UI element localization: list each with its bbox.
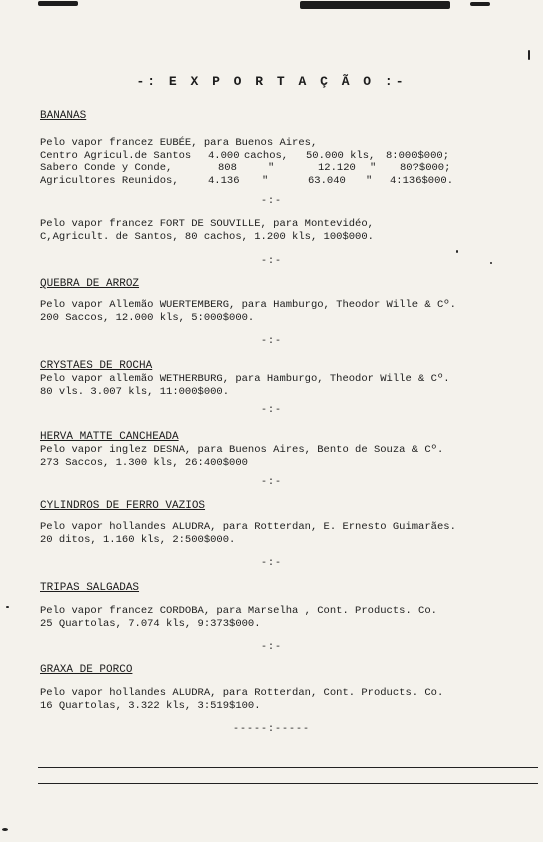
text-line: 80 vls. 3.007 kls, 11:000$000. bbox=[40, 385, 230, 398]
separator: -:- bbox=[260, 558, 282, 569]
text-line: 20 ditos, 1.160 kls, 2:500$000. bbox=[40, 533, 236, 546]
table-row bbox=[40, 150, 535, 163]
text-line: 273 Saccos, 1.300 kls, 26:400$000 bbox=[40, 456, 248, 469]
cell-weight: 50.000 kls, bbox=[306, 149, 376, 162]
section-bananas bbox=[40, 110, 535, 187]
section-heading: HERVA MATTE CANCHEADA bbox=[40, 431, 179, 443]
text-line: Pelo vapor francez CORDOBA, para Marselha , Cont. Products. Co. bbox=[40, 605, 437, 617]
divider-line bbox=[38, 783, 538, 784]
section-tripas bbox=[40, 582, 535, 630]
separator: -:- bbox=[260, 405, 282, 416]
table-row bbox=[40, 162, 535, 175]
section-heading: GRAXA DE PORCO bbox=[40, 664, 133, 676]
cell-weight: 12.120 bbox=[318, 162, 356, 174]
cell-qty: 808 bbox=[218, 162, 237, 174]
section-heading: BANANAS bbox=[40, 110, 87, 122]
scan-speck bbox=[528, 50, 530, 60]
cell-consignee: Sabero Conde y Conde, bbox=[40, 162, 173, 174]
table-row bbox=[40, 175, 535, 188]
section-heading: QUEBRA DE ARROZ bbox=[40, 278, 140, 290]
separator: -:- bbox=[260, 196, 282, 207]
text-line: Pelo vapor hollandes ALUDRA, para Rotterdan, E. Ernesto Guimarães. bbox=[40, 521, 456, 533]
cell-value: 80?$000; bbox=[400, 162, 451, 174]
cell-qty: 4.000 bbox=[208, 149, 240, 162]
separator: -:- bbox=[260, 256, 282, 267]
separator: -:- bbox=[260, 642, 282, 653]
cell-value: 8:000$000; bbox=[386, 149, 450, 162]
separator: -:- bbox=[260, 477, 282, 488]
text-line: Pelo vapor allemão WETHERBURG, para Hamburgo, Theodor Wille & Cº. bbox=[40, 373, 450, 385]
scan-mark bbox=[38, 1, 78, 6]
section-heading: CYLINDROS DE FERRO VAZIOS bbox=[40, 500, 206, 512]
cell-unit: cachos, bbox=[244, 149, 289, 162]
section-heading: CRYSTAES DE ROCHA bbox=[40, 360, 153, 372]
text-line: Pelo vapor francez EUBÉE, para Buenos Aires, bbox=[40, 137, 318, 149]
cell-consignee: Centro Agricul.de Santos bbox=[40, 149, 192, 162]
text-line: 200 Saccos, 12.000 kls, 5:000$000. bbox=[40, 311, 255, 324]
scan-mark bbox=[300, 1, 450, 9]
cell-consignee: Agricultores Reunidos, bbox=[40, 174, 179, 187]
text-line: 16 Quartolas, 3.322 kls, 3:519$100. bbox=[40, 699, 261, 712]
cell-unit: " bbox=[268, 162, 275, 174]
page-title: -: E X P O R T A Ç Ã O :- bbox=[136, 74, 407, 89]
section-heading: TRIPAS SALGADAS bbox=[40, 582, 140, 594]
text-line: 25 Quartolas, 7.074 kls, 9:373$000. bbox=[40, 617, 261, 630]
section-bananas-2 bbox=[40, 218, 535, 243]
cell-qty: 4.136 bbox=[208, 174, 240, 187]
separator: -:- bbox=[260, 336, 282, 347]
end-separator: -----:----- bbox=[232, 724, 310, 735]
scan-mark bbox=[470, 2, 490, 6]
scan-speck bbox=[456, 250, 458, 253]
text-line: Pelo vapor francez FORT DE SOUVILLE, para Montevidéo, bbox=[40, 218, 374, 230]
cell-unit: " bbox=[366, 174, 373, 187]
cell-weight: 63.040 bbox=[308, 174, 346, 187]
section-crystaes bbox=[40, 360, 535, 398]
cell-value: 4:136$000. bbox=[390, 174, 454, 187]
cell-unit: " bbox=[262, 174, 269, 187]
cell-unit: " bbox=[370, 162, 377, 174]
section-quebra-arroz bbox=[40, 278, 535, 324]
section-herva bbox=[40, 431, 535, 469]
text-line: Pelo vapor inglez DESNA, para Buenos Aires, Bento de Souza & Cº. bbox=[40, 444, 444, 456]
section-cylindros bbox=[40, 500, 535, 546]
scan-speck bbox=[6, 606, 9, 608]
text-line: Pelo vapor Allemão WUERTEMBERG, para Hamburgo, Theodor Wille & Cº. bbox=[40, 299, 456, 311]
divider-line bbox=[38, 767, 538, 768]
scan-speck bbox=[490, 262, 492, 264]
scan-speck bbox=[2, 828, 8, 831]
text-line: C,Agricult. de Santos, 80 cachos, 1.200 kls, 100$000. bbox=[40, 230, 374, 243]
text-line: Pelo vapor hollandes ALUDRA, para Rotterdan, Cont. Products. Co. bbox=[40, 687, 444, 699]
section-graxa bbox=[40, 664, 535, 712]
